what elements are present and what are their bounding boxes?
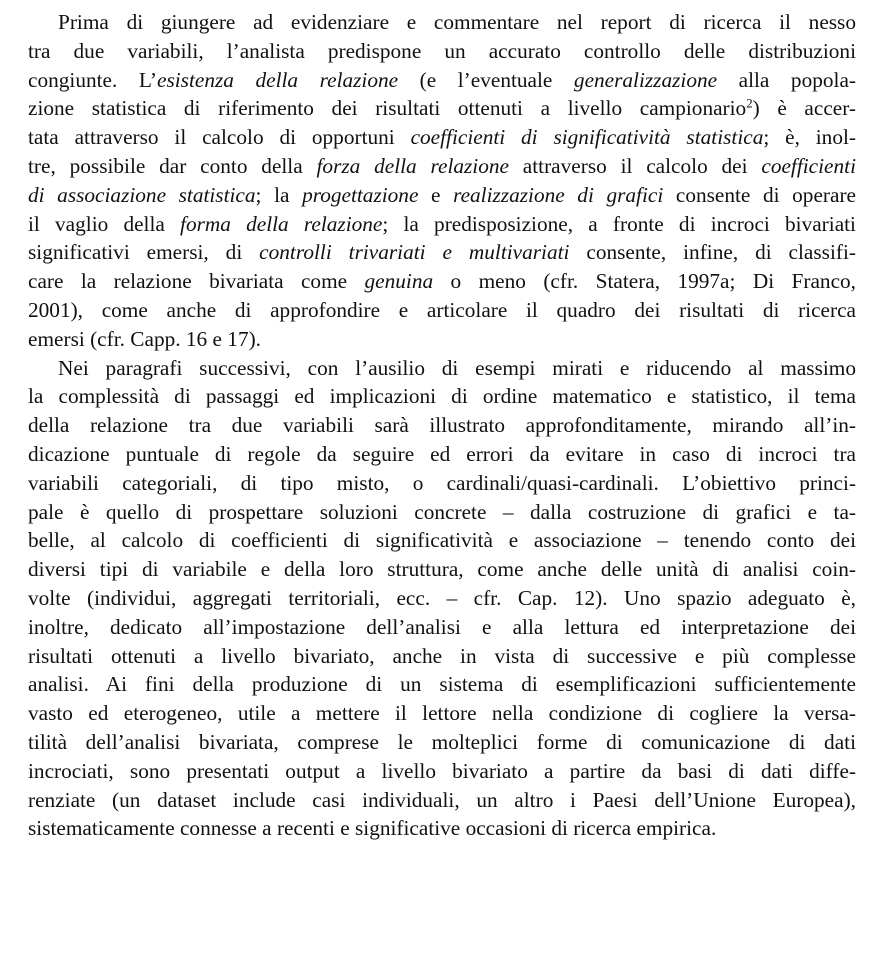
text-line	[28, 325, 856, 354]
text-line	[28, 181, 856, 210]
text-line: belle, al calcolo di coefficienti di significatività e associazione – tenendo conto dei	[28, 528, 856, 553]
text-run: tra due variabili, l’analista predispone un accurato controllo delle distribuzioni	[28, 38, 856, 63]
text-run: consente, infine, di classifi-	[569, 240, 856, 265]
text-run: il vaglio della	[28, 211, 181, 236]
italic-term: coefficienti	[761, 153, 856, 178]
text-run: 2001), come anche di approfondire e articolare il quadro dei risultati di ricerca	[28, 297, 856, 322]
text-line	[28, 152, 856, 181]
text-line: Nei paragrafi successivi, con l’ausilio di esempi mirati e riducendo al massimo	[58, 355, 856, 380]
text-line	[28, 210, 856, 239]
text-line: inoltre, dedicato all’impostazione dell’analisi e alla lettura ed interpretazione dei	[28, 614, 856, 639]
text-run: tata attraverso il calcolo di opportuni	[28, 125, 411, 150]
text-run: attraverso il calcolo dei	[508, 153, 762, 178]
paragraph-1	[28, 8, 856, 354]
italic-term: forza della relazione	[316, 153, 509, 178]
text-run: ; la predisposizione, a fronte di incroci bivariati	[382, 211, 856, 236]
italic-term: coefficienti di significatività statistica	[410, 125, 764, 150]
text-run: e	[418, 182, 454, 207]
text-line: risultati ottenuti a livello bivariato, anche in vista di successive e più complesse	[28, 643, 856, 668]
text-run: alla popola-	[717, 67, 856, 92]
text-line: volte (individui, aggregati territoriali, ecc. – cfr. Cap. 12). Uno spazio adeguato è,	[28, 585, 856, 610]
paragraph-2	[28, 354, 856, 844]
text-line	[28, 37, 856, 66]
text-line: incrociati, sono presentati output a livello bivariato a partire da basi di dati diffe-	[28, 758, 856, 783]
text-line	[28, 94, 856, 123]
italic-term: controlli trivariati e multivariati	[259, 240, 570, 265]
text-line: diversi tipi di variabile e della loro struttura, come anche delle unità di analisi coin-	[28, 557, 856, 582]
text-run: consente di operare	[663, 182, 856, 207]
text-line: vasto ed eterogeneo, utile a mettere il lettore nella condizione di cogliere la versa-	[28, 701, 856, 726]
italic-term: genuina	[364, 269, 434, 294]
text-line: dicazione puntuale di regole da seguire ed errori da evitare in caso di incroci tra	[28, 441, 856, 466]
text-line: renziate (un dataset include casi individuali, un altro i Paesi dell’Unione Europea),	[28, 787, 856, 812]
text-run: emersi (cfr. Capp. 16 e 17).	[28, 326, 262, 351]
text-line	[28, 8, 856, 37]
text-line: analisi. Ai fini della produzione di un sistema di esemplificazioni sufficientemente	[28, 672, 856, 697]
text-line: della relazione tra due variabili sarà illustrato approfonditamente, mirando all’in-	[28, 413, 856, 438]
text-run: (e l’eventuale	[398, 67, 574, 92]
text-line	[28, 123, 856, 152]
text-run: ) è accer-	[752, 96, 856, 121]
italic-term: di associazione statistica	[28, 182, 256, 207]
italic-term: progettazione	[302, 182, 419, 207]
text-line	[28, 66, 856, 95]
text-run: care la relazione bivariata come	[28, 269, 365, 294]
italic-term: realizzazione di grafici	[453, 182, 664, 207]
text-run: zione statistica di riferimento dei risultati ottenuti a livello campionario	[28, 96, 747, 121]
text-run: o meno (cfr. Statera, 1997a; Di Franco,	[433, 269, 857, 294]
text-run: ; è, inol-	[763, 125, 856, 150]
text-line	[28, 238, 856, 267]
document-page	[28, 8, 856, 843]
text-run: tre, possibile dar conto della	[28, 153, 317, 178]
text-run: Prima di giungere ad evidenziare e commentare nel report di ricerca il nesso	[58, 10, 856, 34]
footnote-reference: 2	[746, 96, 753, 111]
text-line: variabili categoriali, di tipo misto, o cardinali/quasi-cardinali. L’obiettivo princi-	[28, 470, 856, 495]
text-line: sistematicamente connesse a recenti e significative occasioni di ricerca empirica.	[28, 816, 717, 841]
text-line: la complessità di passaggi ed implicazioni di ordine matematico e statistico, il tema	[28, 384, 856, 409]
italic-term: esistenza della relazione	[157, 67, 399, 92]
italic-term: forma della relazione	[180, 211, 383, 236]
text-run: ; la	[255, 182, 303, 207]
text-line	[28, 296, 856, 325]
italic-term: generalizzazione	[573, 67, 718, 92]
text-run: significativi emersi, di	[28, 240, 260, 265]
text-line	[28, 267, 856, 296]
text-line: tilità dell’analisi bivariata, comprese le molteplici forme di comunicazione di dati	[28, 729, 856, 754]
text-run: congiunte. L’	[28, 67, 158, 92]
text-line: pale è quello di prospettare soluzioni concrete – dalla costruzione di grafici e ta-	[28, 499, 856, 524]
